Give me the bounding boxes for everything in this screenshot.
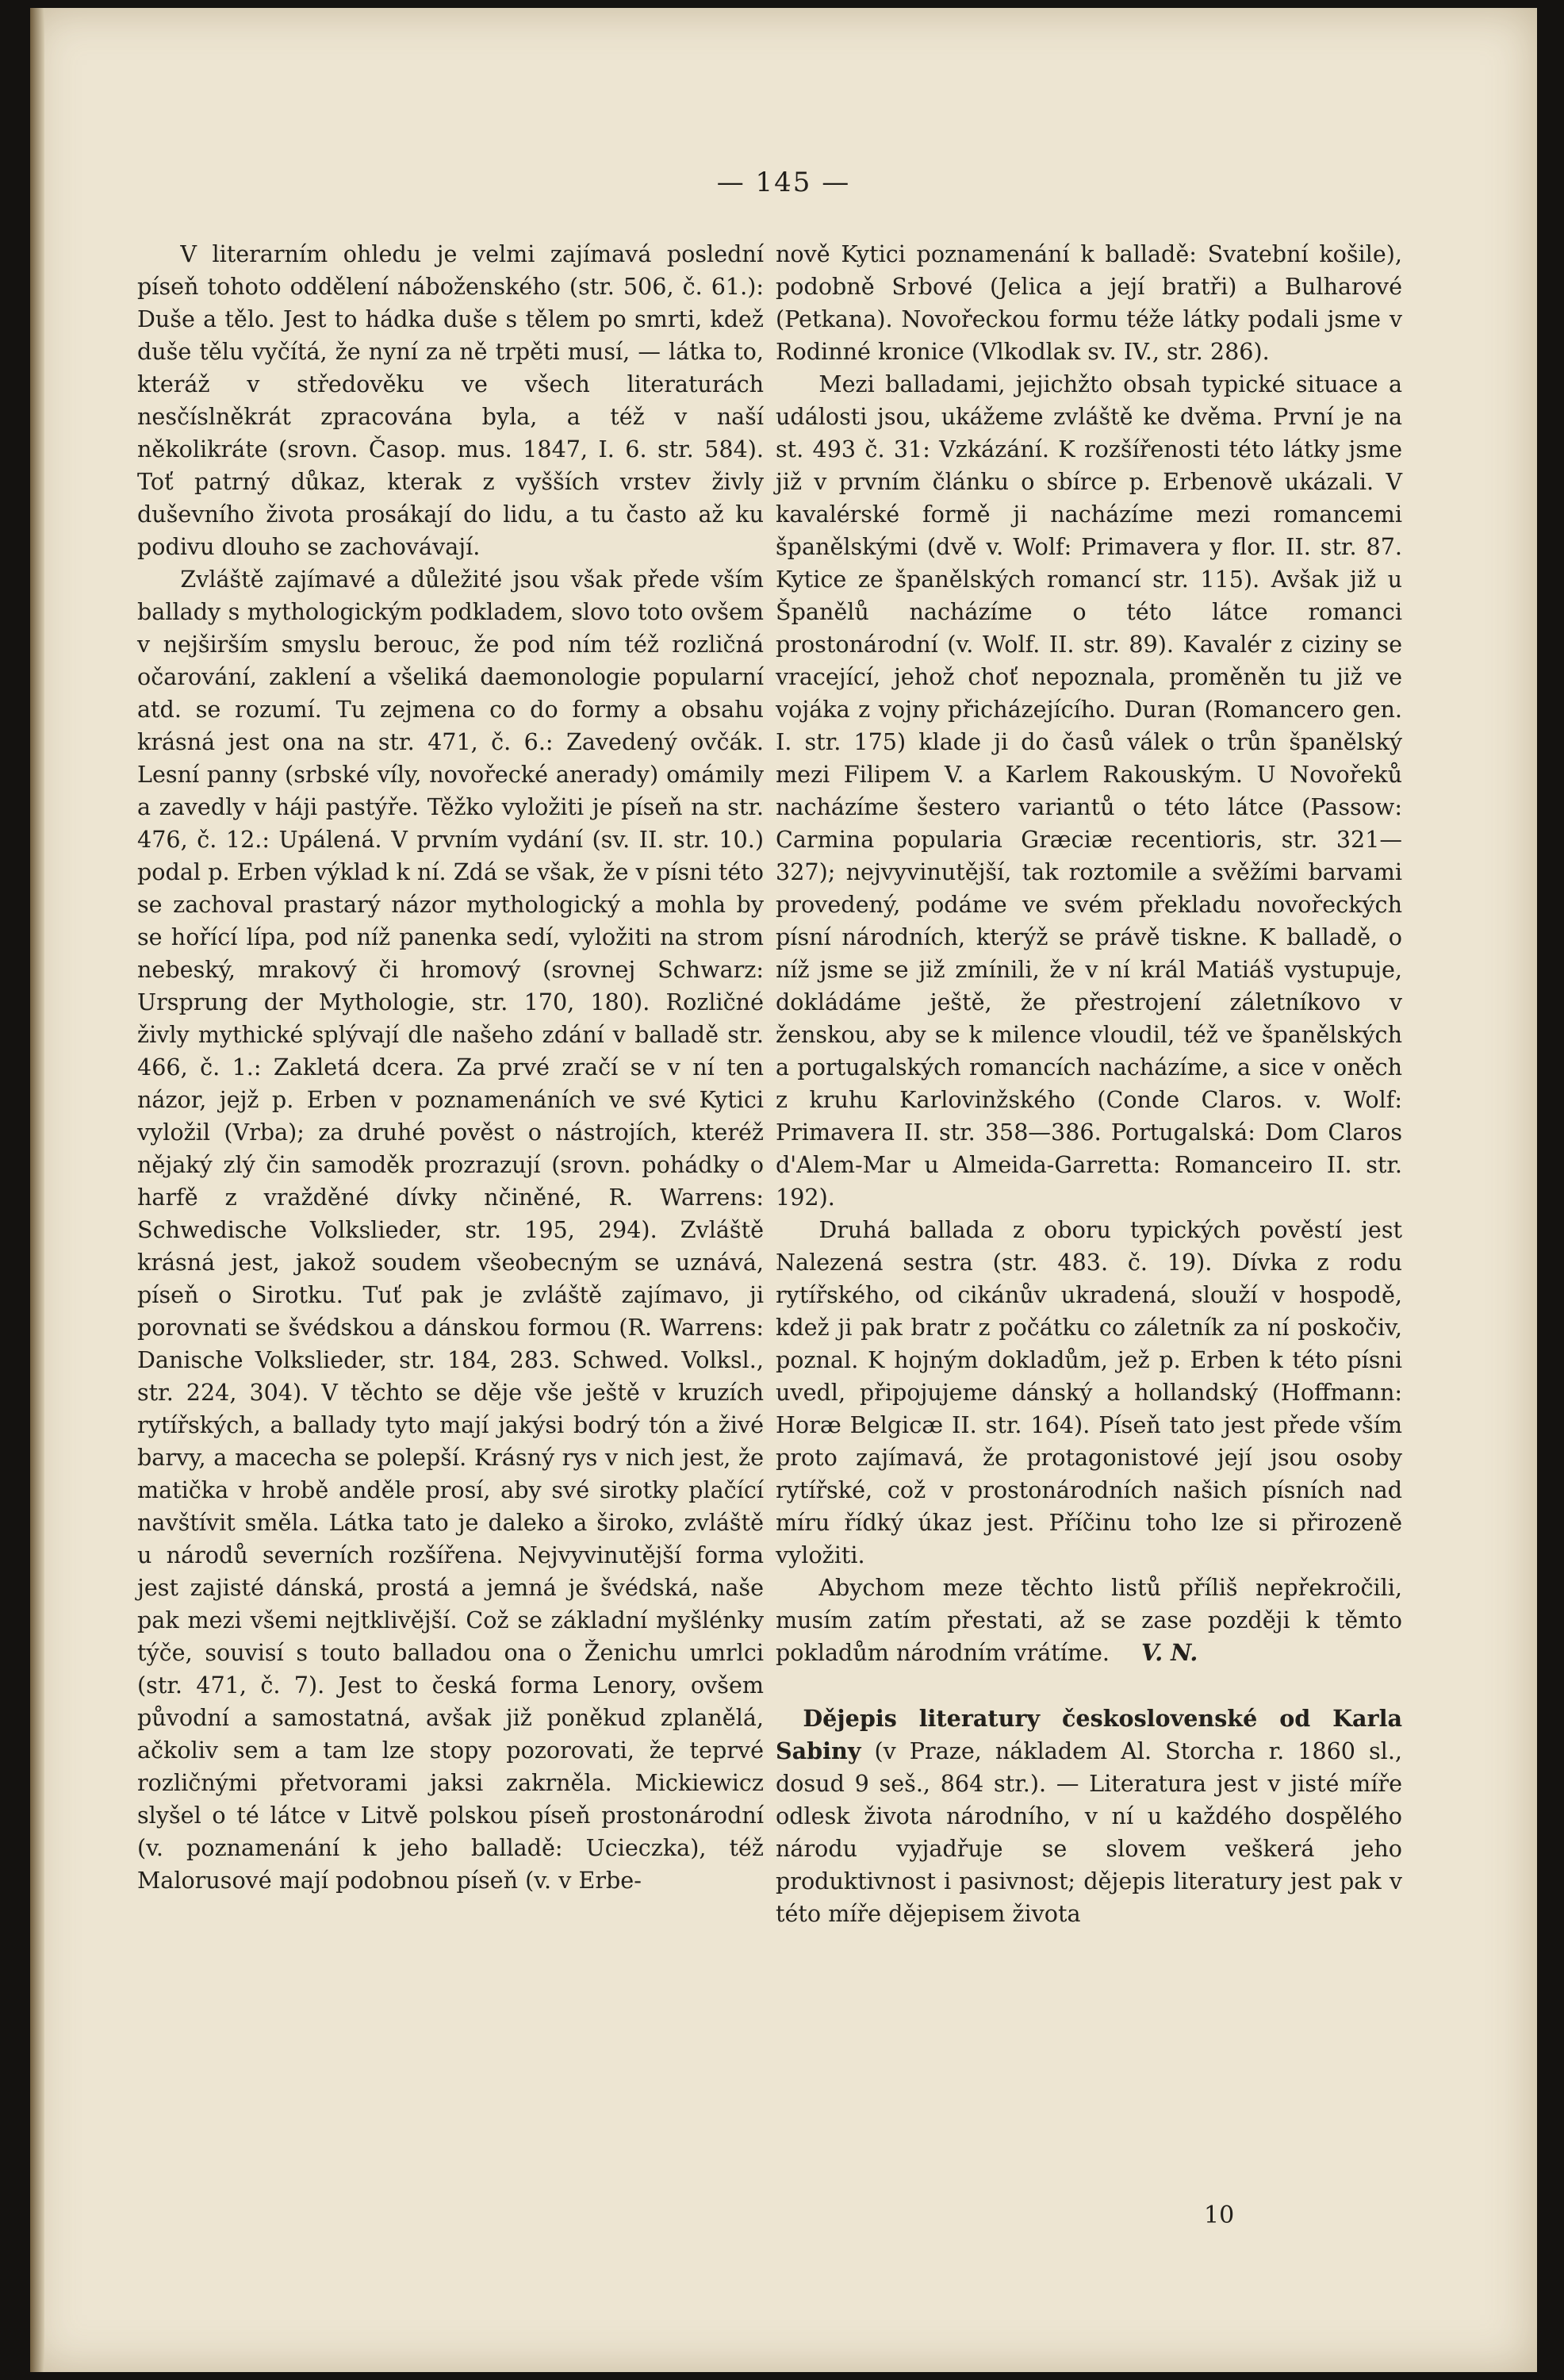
right-column — [776, 238, 1402, 1930]
paragraph: V literarním ohledu je velmi zajímavá poslední píseň tohoto oddělení náboženského (str. 506, č. 61.): Duše a tělo. Jest to hádka duše s tělem po smrti, kdež duše tělu vyčítá, že nyní za ně trpěti musí, — látka to, kteráž v středověku ve všech literaturách nesčíslněkrát zpracována byla, a též v naší několikráte (srovn. Časop. mus. 1847, I. 6. str. 584). Toť patrný důkaz, kterak z vyšších vrstev živly duševního života prosákají do lidu, a tu často až ku podivu dlouho se zachovávají. — [137, 240, 764, 560]
page-number: — 145 — — [716, 167, 851, 198]
paragraph: Druhá ballada z oboru typických pověstí jest Nalezená sestra (str. 483. č. 19). Dívka z rodu rytířského, od cikánův ukradená, slouží v hospodě, kdež ji pak bratr z počátku co záletník za ní poskočiv, poznal. K hojným dokladům, jež p. Erben k této písni uvedl, připojujeme dánský a hollandský (Hoffmann: Horæ Belgicæ II. str. 164). Píseň tato jest přede vším proto zajímavá, že protagonistové její jsou osoby rytířské, což v prostonárodních našich písních nad míru řídký úkaz jest. Příčinu toho lze si přirozeně vyložiti. — [776, 1216, 1402, 1568]
paragraph-closing — [776, 1572, 1402, 1669]
left-column — [137, 238, 764, 1897]
printer-signature-mark: 10 — [1204, 2202, 1235, 2229]
author-initials: V. N. — [1141, 1639, 1198, 1666]
review-paragraph — [776, 1702, 1402, 1930]
paragraph: Zvláště zajímavé a důležité jsou však přede vším ballady s mythologickým podkladem, slovo toto ovšem v nejširším smyslu berouc, že pod ním též rozličná očarování, zaklení a všeliká daemonologie popularní atd. se rozumí. Tu zejmena co do formy a obsahu krásná jest ona na str. 471, č. 6.: Zavedený ovčák. Lesní panny (srbské víly, novořecké aneradу) omámily a zavedly v háji pastýře. Těžko vyložiti je píseň na str. 476, č. 12.: Upálená. V prvním vydání (sv. II. str. 10.) podal p. Erben výklad k ní. Zdá se však, že v písni této se zachoval prastarý názor mythologický a mohla by se hořící lípa, pod níž panenka sedí, vyložiti na strom nebeský, mrakový či hromový (srovnej Schwarz: Ursprung der Mythologie, str. 170, 180). Rozličné živly mythické splývají dle našeho zdání v balladě str. 466, č. 1.: Zakletá dcera. Za prvé zračí se v ní ten názor, jejž p. Erben v poznamenáních ve své Kytici vyložil (Vrba); za druhé pověst o nástrojích, kteréž nějaký zlý čin samoděk prozrazují (srovn. pohádky o harfě z vražděné dívky nčiněné, R. Warrens: Schwedische Volkslieder, str. 195, 294). Zvláště krásná jest, jakož soudem všeobecným se uznává, píseň o Sirotku. Tuť pak je zvláště zajímavo, ji porovnati se švédskou a dánskou formou (R. Warrens: Danische Volkslieder, str. 184, 283. Schwed. Volksl., str. 224, 304). V těchto se děje vše ještě v kruzích rytířských, a ballady tyto mají jakýsi bodrý tón a živé barvy, a macecha se polepší. Krásný rys v nich jest, že matička v hrobě anděle prosí, aby své sirotky plačící navštívit směla. Látka tato je daleko a široko, zvláště u národů severních rozšířena. Nejvyvinutější forma jest zajisté dánská, prostá a jemná je švédská, naše pak mezi všemi nejtklivější. Což se základní myšlénky týče, souvisí s touto balladou ona o Ženichu umrlci (str. 471, č. 7). Jest to česká forma Lenory, ovšem původní a samostatná, avšak již poněkud zplanělá, ačkoliv sem a tam lze stopy pozorovati, že teprvé rozličnými přetvorami jaksi zakrněla. Mickiewicz slyšel o té látce v Litvě polskou píseň prostonárodní (v. poznamenání k jeho balladě: Ucieczka), též Malorusové mají podobnou píseň (v. v Erbe- — [137, 566, 764, 1894]
review-text: — Literatura jest v jisté míře odlesk života národního, v ní u každého dospělého národu vyjadřuje se slovem veškerá jeho produktivnost i pasivnost; dějepis literatury jest pak v této míře dějepisem života — [776, 1770, 1402, 1927]
page-spine-edge — [30, 8, 44, 2372]
paragraph: Mezi balladami, jejichžto obsah typické situace a události jsou, ukážeme zvláště ke dvěma. První je na st. 493 č. 31: Vzkázání. K rozšířenosti této látky jsme již v prvním článku o sbírce p. Erbenově ukázali. V kavalérské formě ji nacházíme mezi romancemi španělskými (dvě v. Wolf: Primavera y flor. II. str. 87. Kytice ze španělských romancí str. 115). Avšak již u Španělů nacházíme o této látce romanci prostonárodní (v. Wolf. II. str. 89). Kavalér z ciziny se vracející, jehož choť nepoznala, proměněn tu již ve vojáka z vojny přicházejícího. Duran (Romancero gen. I. str. 175) klade ji do časů válek o trůn španělský mezi Filipem V. a Karlem Rakouským. U Novořeků nacházíme šestero variantů o této látce (Passow: Carmina popularia Græciæ recentioris, str. 321—327); nejvyvinutější, tak roztomile a svěžími barvami provedený, podáme ve svém překladu novořeckých písní národních, kterýž se právě tiskne. K balladě, o níž jsme se již zmínili, že v ní král Matiáš vystupuje, dokládáme ještě, že přestrojení záletníkovo v ženskou, aby se k milence vloudil, též ve španělských a portugalských romancích nacházíme, a sice v oněch z kruhu Karlovinžského (Conde Claros. v. Wolf: Primavera II. str. 358—386. Portugalská: Dom Claros d'Alem-Mar u Almeida-Garretta: Romanceiro II. str. 192). — [776, 370, 1402, 1211]
closing-text: Abychom meze těchto listů příliš nepřekročili, musím zatím přestati, až se zase později k těmto pokladům národním vrátíme. — [776, 1574, 1402, 1666]
book-page — [30, 8, 1537, 2372]
paragraph: nově Kytici poznamenání k balladě: Svatební košile), podobně Srbové (Jelica a její bratři) a Bulharové (Petkana). Novořeckou formu téže látky podali jsme v Rodinné kronice (Vlkodlak sv. IV., str. 286). — [776, 240, 1402, 365]
review-title: Dějepis literatury československé od Karla Sabiny — [776, 1705, 1402, 1764]
review-publisher: (v Praze, nákladem Al. Storcha r. 1860 sl., dosud 9 seš., 864 str.). — [776, 1737, 1402, 1797]
